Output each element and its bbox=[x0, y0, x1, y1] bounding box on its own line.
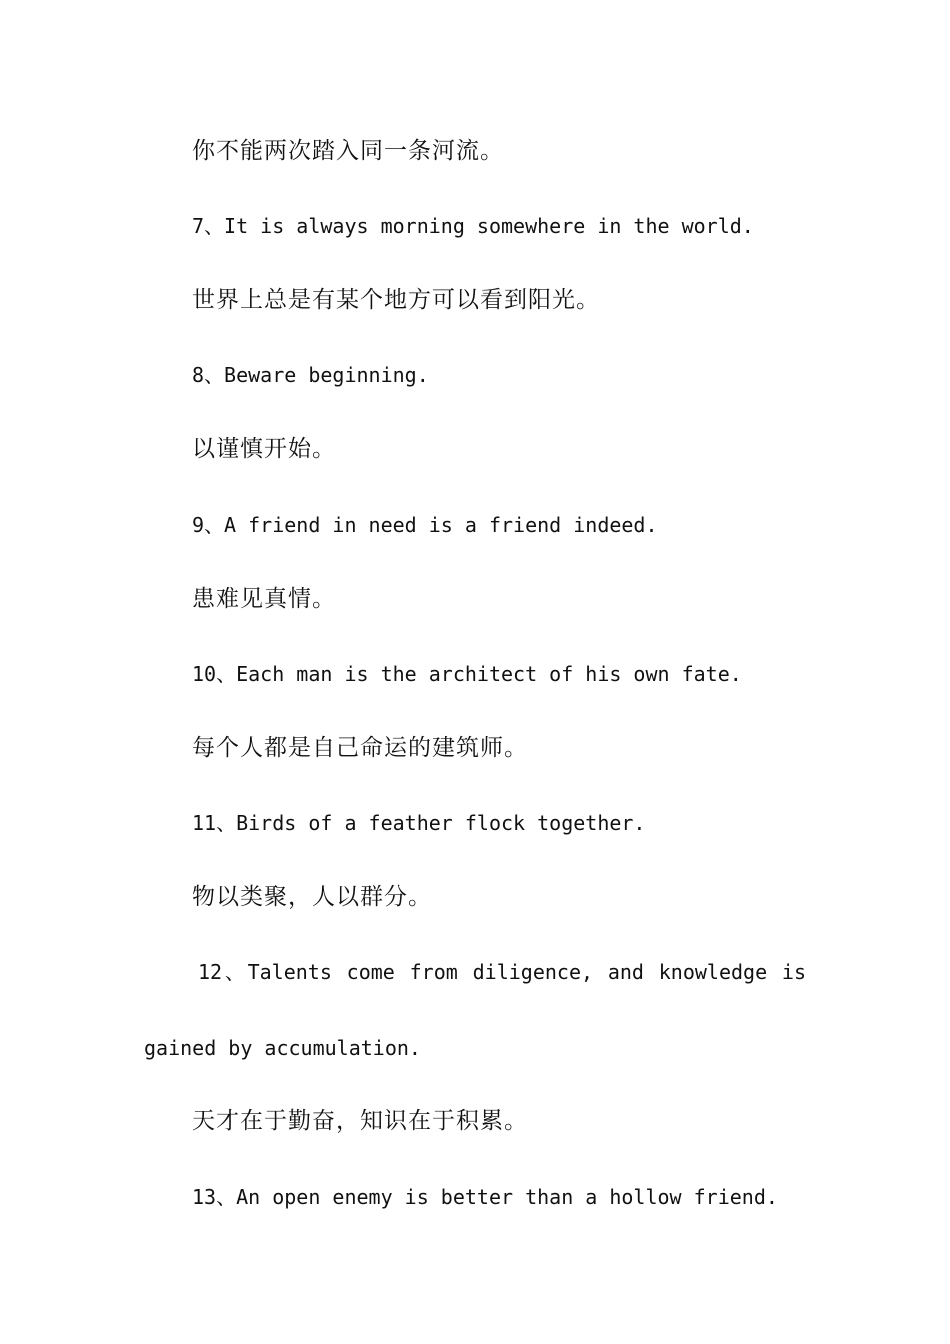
proverb-line-8: 8、Beware beginning. bbox=[192, 363, 429, 387]
proverb-line-7: 7、It is always morning somewhere in the world. bbox=[192, 214, 754, 238]
translation-line-12: 天才在于勤奋，知识在于积累。 bbox=[192, 1108, 528, 1134]
translation-line-6: 你不能两次踏入同一条河流。 bbox=[192, 138, 504, 164]
proverb-line-12: 12、Talents come from diligence, and knowledge is bbox=[198, 960, 806, 984]
translation-line-8: 以谨慎开始。 bbox=[192, 436, 336, 462]
translation-line-10: 每个人都是自己命运的建筑师。 bbox=[192, 735, 528, 761]
proverb-line-11: 11、Birds of a feather flock together. bbox=[192, 811, 646, 835]
translation-line-9: 患难见真情。 bbox=[192, 586, 336, 612]
proverb-line-9: 9、A friend in need is a friend indeed. bbox=[192, 513, 658, 537]
proverb-line-10: 10、Each man is the architect of his own fate. bbox=[192, 662, 742, 686]
translation-line-11: 物以类聚，人以群分。 bbox=[192, 884, 432, 910]
translation-line-7: 世界上总是有某个地方可以看到阳光。 bbox=[192, 287, 600, 313]
proverb-line-12-continued: gained by accumulation. bbox=[144, 1036, 421, 1060]
proverb-line-13: 13、An open enemy is better than a hollow friend. bbox=[192, 1185, 778, 1209]
